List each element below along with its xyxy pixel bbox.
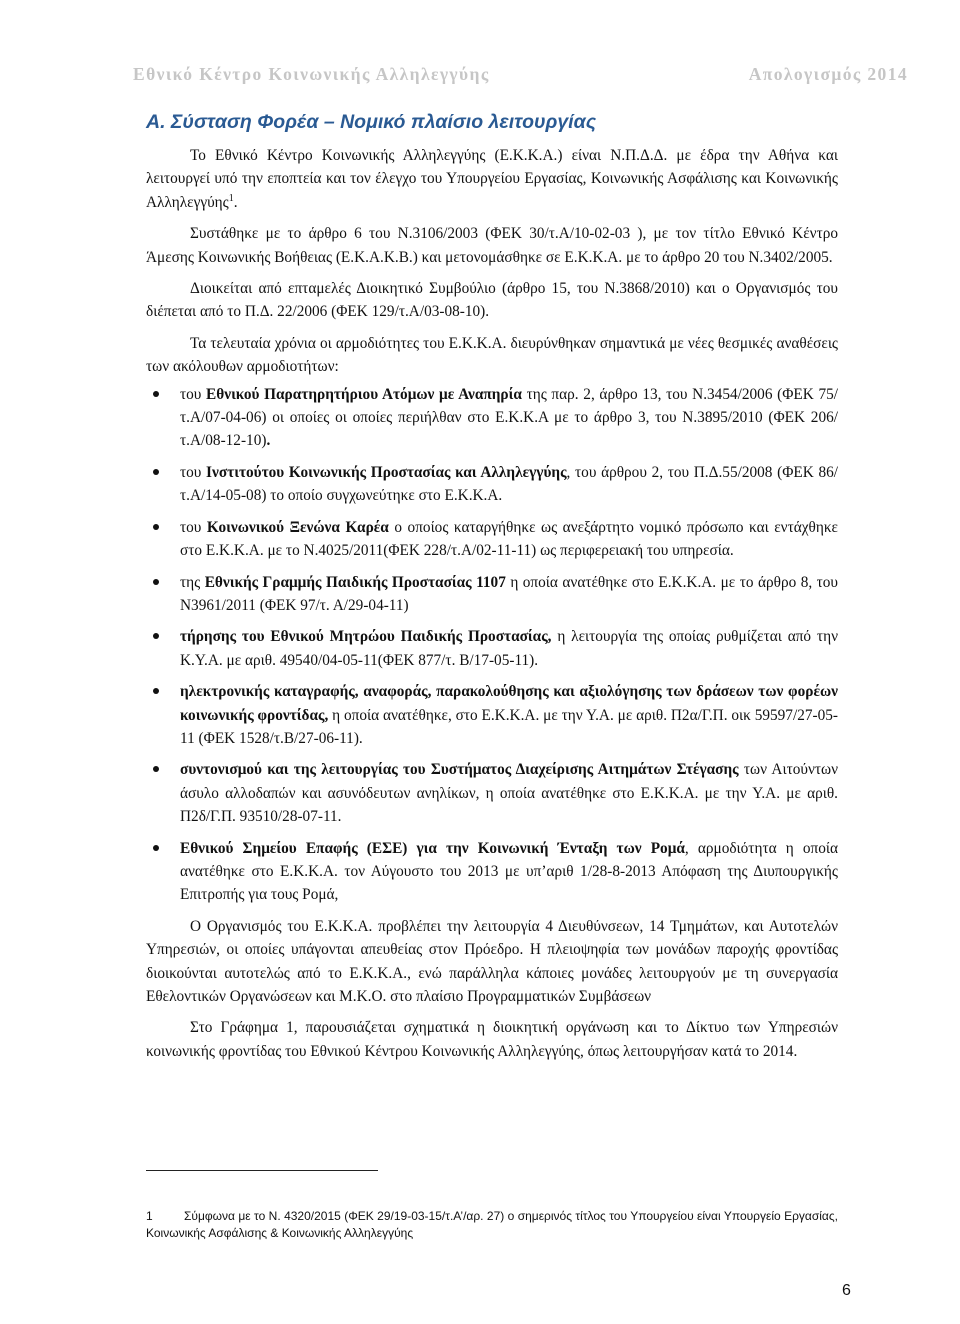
list-item: τήρησης του Εθνικού Μητρώου Παιδικής Προστασίας, η λειτουργία της οποίας ρυθμίζεται από την Κ.Υ.Α. με αριθ. 49540/04-05-11(ΦΕΚ 877/τ. Β/17-05-11).: [146, 625, 838, 672]
bullet-icon: [153, 579, 159, 585]
list-item: της Εθνικής Γραμμής Παιδικής Προστασίας 1107 η οποία ανατέθηκε στο Ε.Κ.Κ.Α. με το άρθρο 8, του Ν3961/2011 (ΦΕΚ 97/τ. Α/29-04-11): [146, 571, 838, 618]
bullet-icon: [153, 469, 159, 475]
list-item: του Ινστιτούτου Κοινωνικής Προστασίας και Αλληλεγγύης, του άρθρου 2, του Π.Δ.55/2008 (ΦΕΚ 86/τ.Α/14-05-08) το οποίο συγχωνεύτηκε στο Ε.Κ.Κ.Α.: [146, 461, 838, 508]
paragraph-figure-reference: Στο Γράφημα 1, παρουσιάζεται σχηματικά η διοικητική οργάνωση και το Δίκτυο των Υπηρεσιών κοινωνικής φροντίδας του Εθνικού Κέντρου Κοινωνικής Αλληλεγγύης, όπως λειτουργήσαν κατά το 2014.: [146, 1019, 838, 1060]
paragraph-administration: Διοικείται από επταμελές Διοικητικό Συμβούλιο (άρθρο 15, του Ν.3868/2010) και ο Οργανισμός του διέπεται από το Π.Δ. 22/2006 (ΦΕΚ 129/τ.Α/03-08-10).: [146, 280, 838, 321]
document-body: [146, 144, 838, 1071]
footnote-mark: 1: [146, 1209, 153, 1223]
header-organization: Εθνικό Κέντρο Κοινωνικής Αλληλεγγύης: [133, 64, 490, 84]
footnote-reference[interactable]: 1: [228, 192, 234, 204]
bullet-icon: [153, 633, 159, 639]
paragraph-organization: Ο Οργανισμός του Ε.Κ.Κ.Α. προβλέπει την λειτουργία 4 Διευθύνσεων, 14 Τμημάτων, και Αυτοτελών Υπηρεσιών, οι οποίες υπάγονται απευθείας στον Πρόεδρο. Η πλειοψηφία των μονάδων παροχής φροντίδας διοικούνται αυτοτελώς από το Ε.Κ.Κ.Α., ενώ παράλληλα κάποιες μονάδες λειτουργούν με τη συνεργασία Εθελοντικών Οργανώσεων και Μ.Κ.Ο. στο πλαίσιο Προγραμματικών Συμβάσεων: [146, 917, 838, 1005]
list-item: του Κοινωνικού Ξενώνα Καρέα ο οποίος καταργήθηκε ως ανεξάρτητο νομικό πρόσωπο και εντάχθηκε στο Ε.Κ.Κ.Α. με το Ν.4025/2011(ΦΕΚ 228/τ.Α/02-11-11) ως περιφερειακή του υπηρεσία.: [146, 516, 838, 563]
responsibilities-list: [146, 383, 838, 907]
list-item: Εθνικού Σημείου Επαφής (ΕΣΕ) για την Κοινωνική Ένταξη των Ρομά, αρμοδιότητα η οποία ανατέθηκε στο Ε.Κ.Κ.Α. τον Αύγουστο του 2013 με υπ’αριθ 1/28-8-2013 Απόφαση της Διυπουργικής Επιτροπής για τους Ρομά,: [146, 837, 838, 907]
bullet-icon: [153, 524, 159, 530]
footnote-text: Σύμφωνα με το Ν. 4320/2015 (ΦΕΚ 29/19-03-15/τ.Α’/αρ. 27) ο σημερινός τίτλος του Υπουργείου είναι Υπουργείο Εργασίας, Κοινωνικής Ασφάλισης & Κοινωνικής Αλληλεγγύης: [146, 1209, 838, 1240]
bullet-icon: [153, 845, 159, 851]
section-title: Α. Σύσταση Φορέα – Νομικό πλαίσιο λειτουργίας: [146, 111, 597, 133]
bullet-icon: [153, 688, 159, 694]
list-item: του Εθνικού Παρατηρητήριου Ατόμων με Αναπηρία της παρ. 2, άρθρο 13, του Ν.3454/2006 (ΦΕΚ 75/τ.Α/07-04-06) οι οποίες οι οποίες περιήλθαν στο Ε.Κ.Κ.Α με το άρθρο 3, του Ν.3895/2010 (ΦΕΚ 206/τ.Α/08-12-10).: [146, 383, 838, 453]
paragraph-responsibilities: Τα τελευταία χρόνια οι αρμοδιότητες του Ε.Κ.Κ.Α. διευρύνθηκαν σημαντικά με νέες θεσμικές αναθέσεις των ακόλουθων αρμοδιοτήτων:: [146, 334, 838, 376]
page-number: 6: [842, 1282, 851, 1299]
list-item: ηλεκτρονικής καταγραφής, αναφοράς, παρακολούθησης και αξιολόγησης των δράσεων των φορέων κοινωνικής φροντίδας, η οποία ανατέθηκε, στο Ε.Κ.Κ.Α. με την Υ.Α. με αριθ. Π2α/Γ.Π. οικ 59597/27-05-11 (ΦΕΚ 1528/τ.Β/27-06-11).: [146, 680, 838, 750]
paragraph-establishment: Συστάθηκε με το άρθρο 6 του Ν.3106/2003 (ΦΕΚ 30/τ.Α/10-02-03 ), με τον τίτλο Εθνικό Κέντρο Άμεσης Κοινωνικής Βοήθειας (Ε.Κ.Α.Κ.Β.) και μετονομάσθηκε σε Ε.Κ.Κ.Α. με το άρθρο 20 του Ν.3402/2005.: [146, 225, 838, 266]
paragraph-intro: Το Εθνικό Κέντρο Κοινωνικής Αλληλεγγύης (Ε.Κ.Κ.Α.) είναι Ν.Π.Δ.Δ. με έδρα την Αθήνα και λειτουργεί υπό την εποπτεία και τον έλεγχο του Υπουργείου Εργασίας, Κοινωνικής Ασφάλισης και Κοινωνικής Αλληλεγγύης$^1$.: [146, 147, 838, 211]
footnote: [146, 1208, 838, 1242]
footnote-separator: [146, 1170, 378, 1171]
bullet-icon: [153, 391, 159, 397]
header-report-title: Απολογισμός 2014: [748, 64, 908, 84]
list-item: συντονισμού και της λειτουργίας του Συστήματος Διαχείρισης Αιτημάτων Στέγασης των Αιτούντων άσυλο αλλοδαπών και ασυνόδευτων ανηλίκων, η οποία ανατέθηκε στο Ε.Κ.Κ.Α. με την Υ.Α. με αριθ. Π2δ/Γ.Π. 93510/28-07-11.: [146, 758, 838, 828]
bullet-icon: [153, 766, 159, 772]
